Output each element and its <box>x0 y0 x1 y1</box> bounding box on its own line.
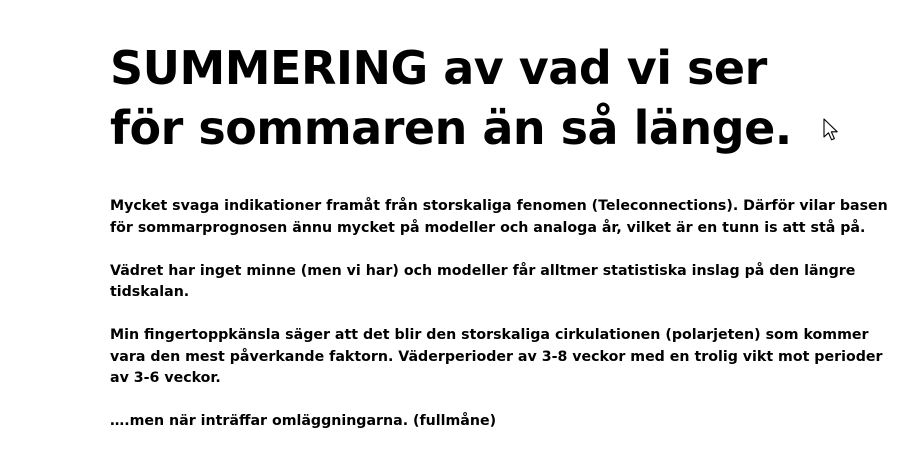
paragraph-teleconnections <box>110 196 888 239</box>
paragraph-line: för sommarprognosen ännu mycket på modeller och analoga år, vilket är en tunn is att stå på. <box>110 219 866 236</box>
paragraph-line: Vädret har inget minne (men vi har) och modeller får alltmer statistiska inslag på den längre <box>110 262 856 279</box>
paragraph-circulation <box>110 325 883 390</box>
paragraph-line: Mycket svaga indikationer framåt från storskaliga fenomen (Teleconnections). Därför vilar basen <box>110 198 888 214</box>
mouse-pointer-icon <box>823 118 839 142</box>
slide-title-line-1: SUMMERING av vad vi ser <box>110 41 767 95</box>
paragraph-line: av 3-6 veckor. <box>110 370 221 386</box>
slide-body <box>110 196 888 454</box>
paragraph-line: ….men när inträffar omläggningarna. (fullmåne) <box>110 413 497 429</box>
paragraph-line: vara den mest påverkande faktorn. Väderperioder av 3-8 veckor med en trolig vikt mot perioder <box>110 348 883 365</box>
slide-title-line-2: för sommaren än så länge. <box>110 101 792 155</box>
paragraph-weather-memory <box>110 261 856 304</box>
paragraph-line: Min fingertoppkänsla säger att det blir den storskaliga cirkulationen (polarjeten) som kommer <box>110 327 869 343</box>
slide-title <box>110 38 792 158</box>
paragraph-line: tidskalan. <box>110 284 190 300</box>
paragraph-full-moon <box>110 411 830 433</box>
